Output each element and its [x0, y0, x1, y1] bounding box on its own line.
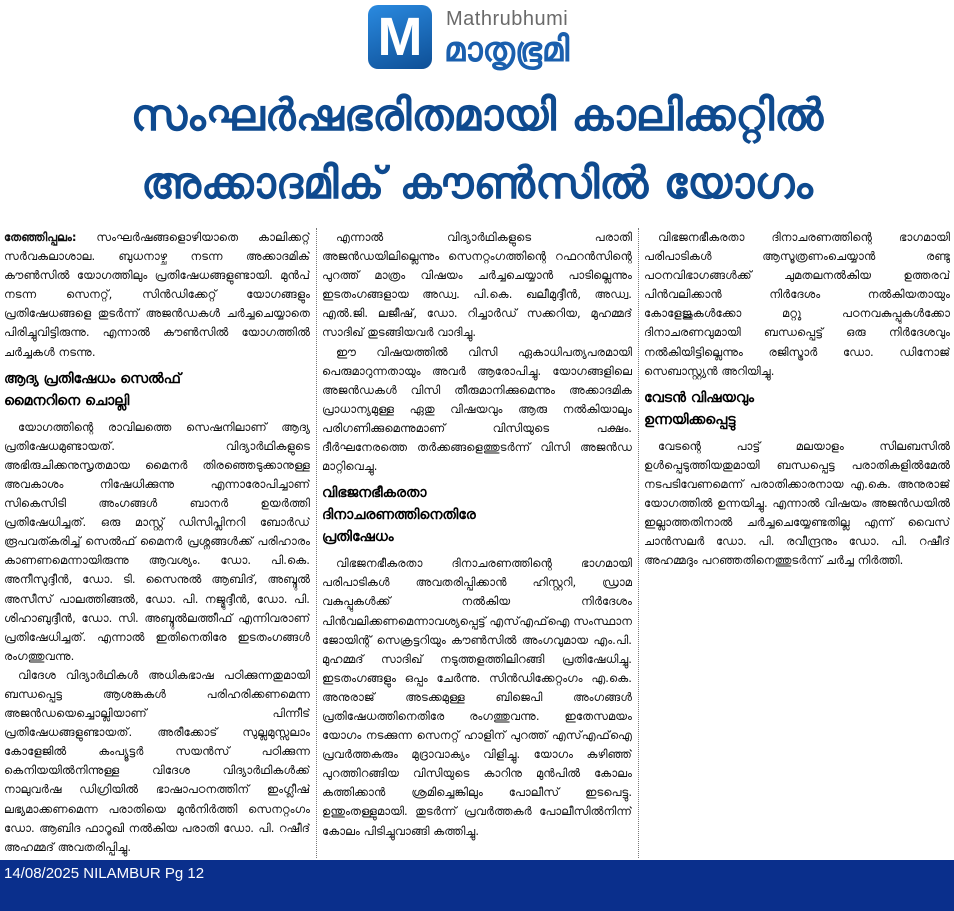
subheading-line: മൈനറിനെ ചൊല്ലി	[4, 392, 130, 409]
subheading-line: ദിനാചരണത്തിനെതിരേ	[322, 507, 476, 524]
masthead	[0, 0, 954, 82]
subheading-line: പ്രതിഷേധം	[322, 529, 394, 546]
headline-line-2: അക്കാദമിക് കൗൺസിൽ യോഗം	[141, 158, 813, 209]
subheading-self-minor	[4, 368, 310, 412]
publication-name-english: Mathrubhumi	[446, 8, 569, 30]
article-column-3	[644, 228, 950, 860]
paragraph: ഈ വിഷയത്തിൽ വിസി ഏകാധിപത്യപരമായി പെരുമാറുന്നതായും അവർ ആരോപിച്ചു. യോഗങ്ങളിലെ അജൻഡകൾ വിസി തീരുമാനിക്കുമെന്നും അക്കാദമിക പ്രാധാന്യമുള്ള ഏതു വിഷയവും ആരു നൽകിയാലും പരിഗണിക്കുമെന്നുമാണ് വിസിയുടെ പക്ഷം. ദീർഘനേരത്തെ തർക്കങ്ങളെത്തുടർന്ന് വിസി അജൻഡ മാറ്റിവെച്ചു.	[322, 344, 632, 474]
paragraph: വിദേശ വിദ്യാർഥികൾ അധികഭാഷ പഠിക്കുന്നതുമായി ബന്ധപ്പെട്ട ആശങ്കകൾ പരിഹരിക്കണമെന്ന അജൻഡയെച്ചൊല്ലിയാണ് പിന്നീട് പ്രതിഷേധങ്ങളുണ്ടായത്. അരീക്കോട് സുല്ലമുസ്സലാം കോളേജിൽ കംപ്യൂട്ടർ സയൻസ് പഠിക്കുന്ന കെനിയയിൽനിന്നുള്ള വിദേശ വിദ്യാർഥികൾക്ക് നാലുവർഷ ഡിഗ്രിയിൽ ഭാഷാപഠനത്തിന് ഇംഗ്ലീഷ് ലഭ്യമാക്കണമെന്ന പരാതിയെ മുൻനിർത്തി സെനറ്റംഗം ഡോ. ആബിദ ഫാറൂഖി നൽകിയ പരാതി ഡോ. പി. റഷീദ് അഹമ്മദ് അവതരിപ്പിച്ചു.	[4, 667, 310, 854]
intro-text: സംഘർഷങ്ങളൊഴിയാതെ കാലിക്കറ്റ് സർവകലാശാല. ബുധനാഴ്ച നടന്ന അക്കാദമിക് കൗൺസിൽ യോഗത്തിലും പ്രതിഷേധങ്ങളുണ്ടായി. മുൻപ് നടന്ന സെനറ്റ്, സിൻഡിക്കേറ്റ് യോഗങ്ങളും പ്രതിഷേധങ്ങളെ തുടർന്ന് അജൻഡകൾ ചർച്ചചെയ്യാതെ പിരിച്ചുവിട്ടിരുന്നു. എന്നാൽ കൗൺസിൽ യോഗത്തിൽ ചർച്ചകൾ നടന്നു.	[4, 230, 310, 359]
publication-name-malayalam: മാതൃഭൂമി	[444, 30, 570, 70]
headline-line-1: സംഘർഷഭരിതമായി കാലിക്കറ്റിൽ	[130, 90, 824, 141]
article-column-2	[322, 228, 632, 860]
edition-date-page: 14/08/2025 NILAMBUR Pg 12	[4, 865, 205, 882]
subheading-partition-day-protest	[322, 482, 632, 548]
paragraph: വിഭജനഭീകരതാ ദിനാചരണത്തിന്റെ ഭാഗമായി പരിപാടികൾ ആസൂത്രണംചെയ്യാൻ രണ്ടു പഠനവിഭാഗങ്ങൾക്ക് ചുമതലനൽകിയ ഉത്തരവ് പിൻവലിക്കാൻ നിർദേശം നൽകിയതായും കോളേജുകൾക്കോ മറ്റു പഠനവകുപ്പുകൾക്കോ ദിനാചരണവുമായി ബന്ധപ്പെട്ട് ഒരു നിർദേശവും നൽകിയിട്ടില്ലെന്നും രജിസ്ട്രാർ ഡോ. ഡിനോജ് സെബാസ്റ്റ്യൻ അറിയിച്ചു.	[644, 230, 950, 378]
subheading-line: ആദ്യ പ്രതിഷേധം സെൽഫ്	[4, 370, 181, 387]
paragraph: വിഭജനഭീകരതാ ദിനാചരണത്തിന്റെ ഭാഗമായി പരിപാടികൾ അവതരിപ്പിക്കാൻ ഹിസ്റ്ററി, ഡ്രാമ വകുപ്പുകൾക്ക് നൽകിയ നിർദേശം പിൻവലിക്കണമെന്നാവശ്യപ്പെട്ട് എസ്എഫ്ഐ സംസ്ഥാന ജോയിന്റ് സെക്രട്ടറിയും കൗൺസിൽ അംഗവുമായ എം.പി. മുഹമ്മദ് സാദിഖ് നടുത്തളത്തിലിറങ്ങി പ്രതിഷേധിച്ചു. ഇടതംഗങ്ങളും ഒപ്പം ചേർന്നു. സിൻഡിക്കേറ്റംഗം എ.കെ. അനുരാജ് അടക്കമുള്ള ബിജെപി അംഗങ്ങൾ പ്രതിഷേധത്തിനെതിരേ രംഗത്തുവന്നു. ഇതേസമയം യോഗം നടക്കുന്ന സെനറ്റ് ഹാളിന് പുറത്ത് എസ്എഫ്ഐ പ്രവർത്തകരും മുദ്രാവാക്യം വിളിച്ചു. യോഗം കഴിഞ്ഞ് പുറത്തിറങ്ങിയ വിസിയുടെ കാറിനു മുൻപിൽ കോലം കത്തിക്കാൻ ശ്രമിച്ചെങ്കിലും പോലീസ് ഇടപെട്ടു. ഉന്തുംതള്ളുമായി. തുടർന്ന് പ്രവർത്തകർ പോലീസിൽനിന്ന് കോലം പിടിച്ചുവാങ്ങി കത്തിച്ചു.	[322, 556, 632, 838]
mathrubhumi-logo-icon: M	[368, 5, 432, 69]
paragraph: യോഗത്തിന്റെ രാവിലത്തെ സെഷനിലാണ് ആദ്യ പ്രതിഷേധമുണ്ടായത്. വിദ്യാർഥികളുടെ അഭിരുചിക്കനുസൃതമായ മൈനർ തിരഞ്ഞെടുക്കാനുള്ള അവകാശം നിഷേധിക്കുന്നു എന്നാരോപിച്ചാണ് സികെസിടി അംഗങ്ങൾ ബാനർ ഉയർത്തി പ്രതിഷേധിച്ചത്. ഒരു മാസ്റ്റ് ഡിസിപ്ലിനറി ബോർഡ് രൂപവത്കരിച്ച് സെൽഫ് മൈനർ പ്രശ്നങ്ങൾക്ക് പരിഹാരം കാണണമെന്നായിരുന്നു ആവശ്യം. ഡോ. പി.കെ. അനീസുദ്ദീൻ, ഡോ. ടി. സൈനുൽ ആബിദ്, അബ്ദുൽ അസീസ് പാലത്തിങ്ങൽ, ഡോ. പി. നജ്മുദ്ദീൻ, ഡോ. പി. ശിഹാബുദ്ദീൻ, ഡോ. സി. അബ്ദുൽലത്തീഫ് എന്നിവരാണ് പ്രതിഷേധിച്ചത്. എന്നാൽ ഇതിനെതിരേ ഇടതംഗങ്ങൾ രംഗത്തുവന്നു.	[4, 419, 310, 663]
paragraph: എന്നാൽ വിദ്യാർഥികളുടെ പരാതി അജൻഡയിലില്ലെന്നും സെനറ്റംഗത്തിന്റെ റഫറൻസിന്റെ പുറത്ത് മാത്രം വിഷയം ചർച്ചചെയ്യാൻ പാടില്ലെന്നും ഇടതംഗങ്ങളായ അഡ്വ. പി.കെ. ഖലീമുദ്ദീൻ, അഡ്വ. എൽ.ജി. ലജീഷ്, ഡോ. റിച്ചാർഡ് സക്കറിയ, മുഹമ്മദ് സാദിഖ് തുടങ്ങിയവർ വാദിച്ചു.	[322, 230, 632, 340]
subheading-line: വിഭജനഭീകരതാ	[322, 485, 427, 502]
column-divider	[638, 228, 639, 858]
dateline: തേഞ്ഞിപ്പലം:	[4, 230, 77, 244]
article-column-1	[4, 228, 310, 860]
subheading-vedan-issue	[644, 387, 950, 431]
footer-bar	[0, 860, 954, 911]
subheading-line: ഉന്നയിക്കപ്പെട്ടു	[644, 411, 736, 428]
subheading-line: വേടൻ വിഷയവും	[644, 389, 754, 406]
paragraph: വേടന്റെ പാട്ട് മലയാളം സിലബസിൽ ഉൾപ്പെടുത്തിയതുമായി ബന്ധപ്പെട്ട പരാതികളിൽമേൽ നടപടിവേണമെന്ന് പരാതിക്കാരനായ എ.കെ. അനുരാജ് യോഗത്തിൽ ഉന്നയിച്ചു. എന്നാൽ വിഷയം അജൻഡയിൽ ഇല്ലാത്തതിനാൽ ചർച്ചചെയ്യേണ്ടതില്ല എന്ന് വൈസ് ചാൻസലർ ഡോ. പി. രവീന്ദ്രനും ഡോ. പി. റഷീദ് അഹമ്മദും പറഞ്ഞതിനെത്തുടർന്ന് ചർച്ച നിർത്തി.	[644, 438, 950, 568]
column-divider	[316, 228, 317, 858]
paragraph	[4, 228, 310, 362]
